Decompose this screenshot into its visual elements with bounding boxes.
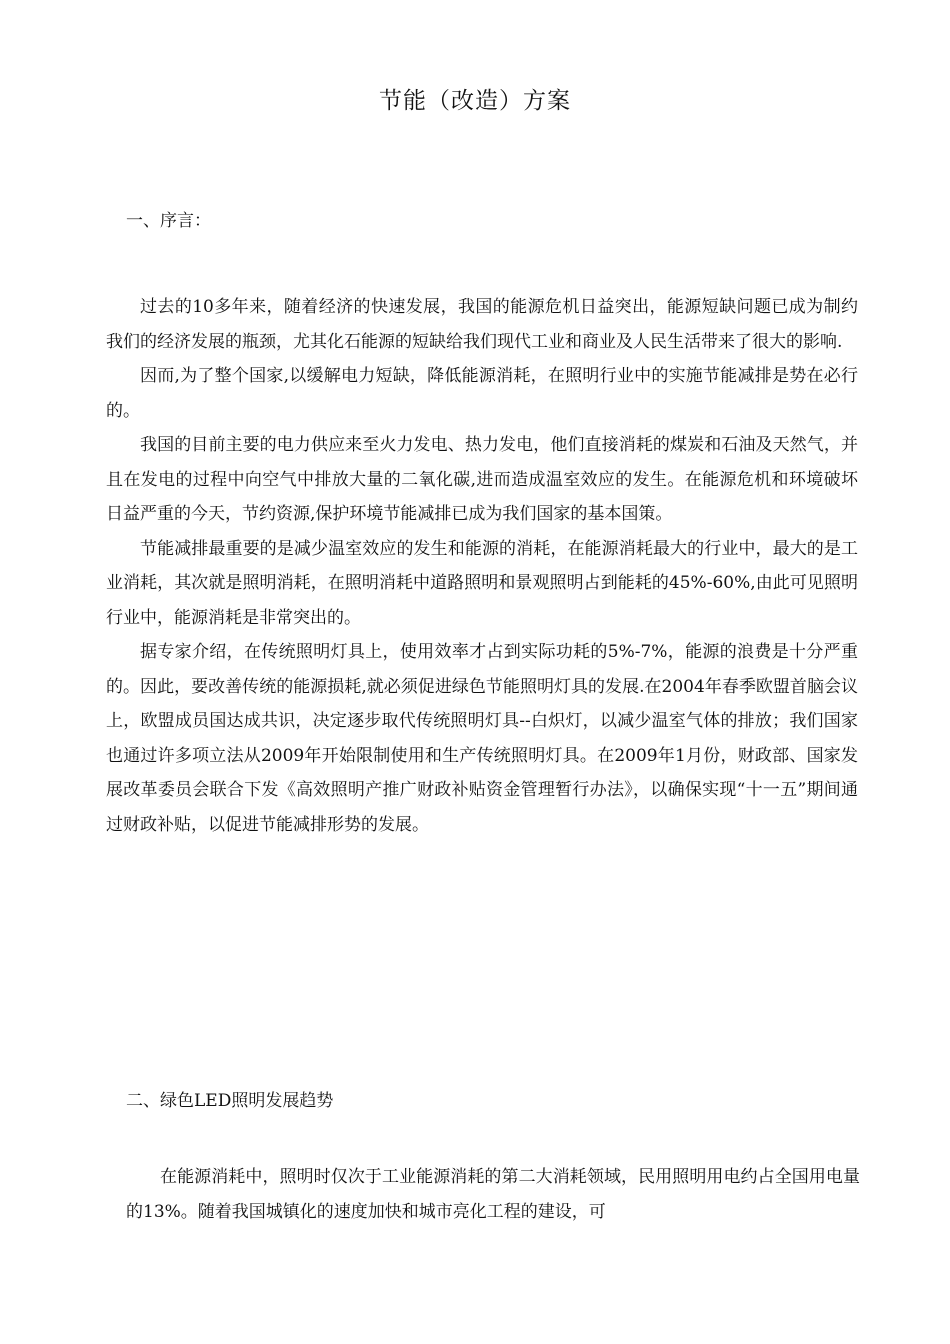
section-heading-led-trend: 二、绿色LED照明发展趋势 [126, 1091, 334, 1111]
paragraph: 我国的目前主要的电力供应来至火力发电、热力发电，他们直接消耗的煤炭和石油及天然气，并且在发电的过程中向空气中排放大量的二氧化碳,进而造成温室效应的发生。在能源危机和环境破坏日益严重的今天，节约资源,保护环境节能减排已成为我们国家的基本国策。 [106, 435, 858, 524]
paragraph: 因而,为了整个国家,以缓解电力短缺，降低能源消耗，在照明行业中的实施节能减排是势在必行的。 [106, 366, 858, 421]
paragraph: 节能减排最重要的是减少温室效应的发生和能源的消耗，在能源消耗最大的行业中，最大的是工业消耗，其次就是照明消耗，在照明消耗中道路照明和景观照明占到能耗的45%-60%,由此可见照明行业中，能源消耗是非常突出的。 [106, 538, 858, 628]
paragraph: 据专家介绍，在传统照明灯具上，使用效率才占到实际功耗的5%-7%，能源的浪费是十分严重的。因此，要改善传统的能源损耗,就必须促进绿色节能照明灯具的发展.在2004年春季欧盟首脑会议上，欧盟成员国达成共识，决定逐步取代传统照明灯具--白炽灯，以减少温室气体的排放；我们国家也通过许多项立法从2009年开始限制使用和生产传统照明灯具。在2009年1月份，财政部、国家发展改革委员会联合下发《高效照明产推广财政补贴资金管理暂行办法》，以确保实现“十一五”期间通过财政补贴，以促进节能减排形势的发展。 [106, 642, 858, 835]
paragraph: 在能源消耗中，照明时仅次于工业能源消耗的第二大消耗领域，民用照明用电约占全国用电量的13%。随着我国城镇化的速度加快和城市亮化工程的建设，可 [126, 1167, 860, 1222]
section-led-trend-body [126, 1160, 860, 1229]
section-heading-preface: 一、序言： [126, 211, 211, 231]
document-title: 节能（改造）方案 [379, 88, 571, 114]
section-preface-body [106, 290, 858, 842]
paragraph: 过去的10多年来，随着经济的快速发展，我国的能源危机日益突出，能源短缺问题已成为制约我们的经济发展的瓶颈，尤其化石能源的短缺给我们现代工业和商业及人民生活带来了很大的影响. [106, 297, 858, 352]
